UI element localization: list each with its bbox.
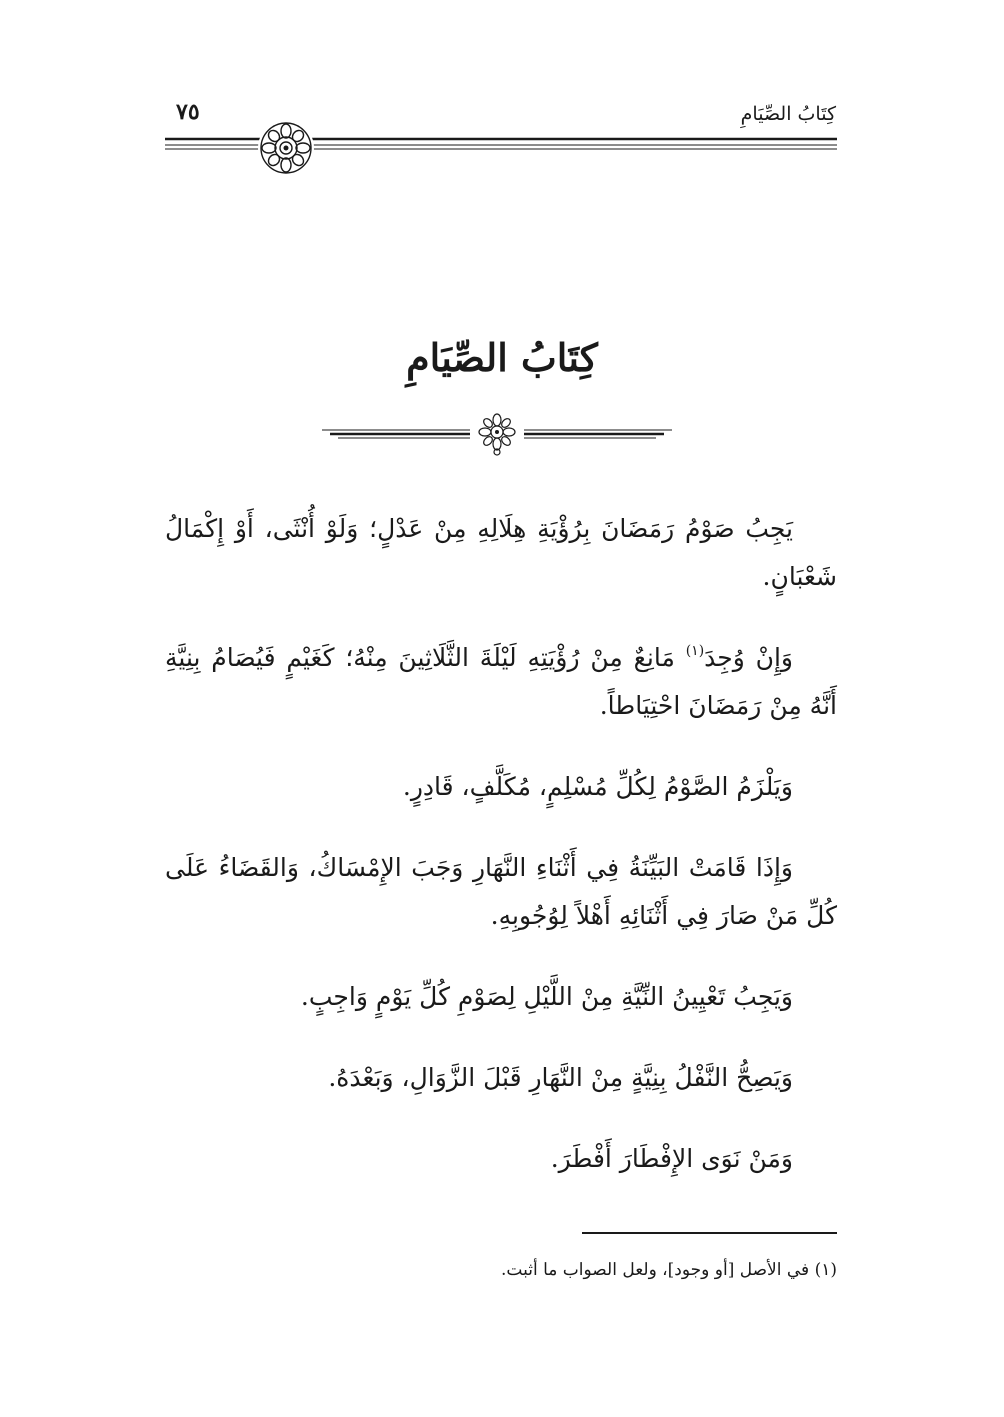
main-text [165, 505, 837, 1216]
paragraph-2 [165, 634, 837, 730]
page-number: ٧٥ [176, 99, 200, 125]
paragraph-7: وَمَنْ نَوَى الإِفْطَارَ أَفْطَرَ. [550, 1144, 793, 1173]
paragraph-3: وَيَلْزَمُ الصَّوْمُ لِكُلِّ مُسْلِمٍ، مُكَلَّفٍ، قَادِرٍ. [402, 772, 793, 801]
footnote-reference: (١) [685, 643, 705, 659]
paragraph-2-end: مَانِعٌ مِنْ رُؤْيَتِهِ لَيْلَةَ الثَّلَاثِينَ مِنْهُ؛ كَغَيْمٍ فَيُصَامُ بِنِيَّةِ أَنَّهُ مِنْ رَمَضَانَ احْتِيَاطاً. [165, 643, 837, 720]
footnote: (١) في الأصل [أو وجود]، ولعل الصواب ما أثبت. [500, 1260, 837, 1280]
footnote-separator [582, 1232, 837, 1234]
paragraph-6: وَيَصِحُّ النَّفْلُ بِنِيَّةٍ مِنْ النَّهَارِ قَبْلَ الزَّوَالِ، وَبَعْدَهُ. [328, 1063, 793, 1092]
paragraph-4: وَإِذَا قَامَتْ البَيِّنَةُ فِي أَثْنَاءِ النَّهَارِ وَجَبَ الإِمْسَاكُ، وَالقَضَاءُ عَلَى كُلِّ مَنْ صَارَ فِي أَثْنَائِهِ أَهْلاً لِوُجُوبِهِ. [165, 853, 837, 930]
paragraph-5: وَيَجِبُ تَعْيِينُ النِّيَّةِ مِنْ اللَّيْلِ لِصَوْمِ كُلِّ يَوْمٍ وَاجِبٍ. [300, 982, 793, 1011]
header-rosette-icon [254, 118, 318, 178]
paragraph-1: يَجِبُ صَوْمُ رَمَضَانَ بِرُؤْيَةِ هِلَالِهِ مِنْ عَدْلٍ؛ وَلَوْ أُنْثَى، أَوْ إِكْمَالُ شَعْبَانٍ. [165, 514, 837, 591]
paragraph-2-start: وَإِنْ وُجِدَ [704, 643, 794, 672]
running-title: كِتَابُ الصِّيَامِ [740, 103, 836, 125]
chapter-title: كِتَابُ الصِّيَامِ [406, 335, 598, 380]
title-divider-ornament-icon [322, 410, 672, 456]
